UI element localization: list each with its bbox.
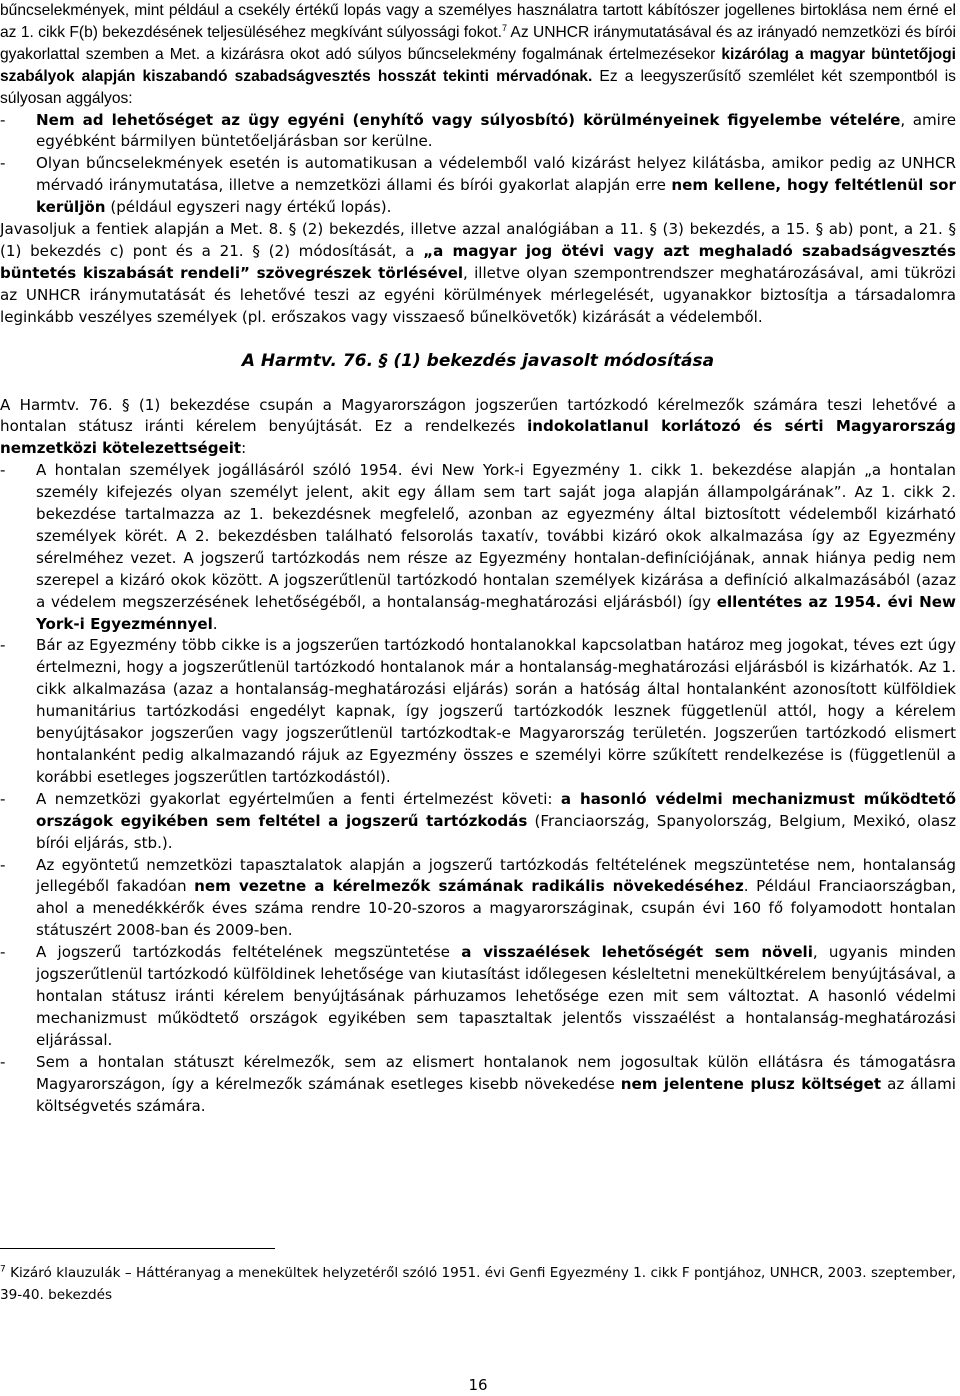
dash-bullet: - [0, 636, 6, 655]
dash-bullet: - [0, 154, 6, 173]
intro-text-2: : [241, 439, 247, 458]
list-item-bold: Nem ad lehetőséget az ügy egyéni (enyhítő vagy súlyosbító) körülményeinek figyelembe vételére [36, 110, 901, 129]
footnote [0, 1262, 956, 1306]
list-item-text: Olyan bűncselekmények esetén is automatikusan a védelemből való kizárást helyez kilátásba, amikor pedig az UNHCR mérvadó iránymutatása, illetve a nemzetközi állami és bírói gyakorlat alapján erre [36, 154, 956, 195]
list-item [0, 635, 956, 788]
list-item-text: . [212, 614, 218, 633]
dash-bullet: - [0, 461, 6, 480]
dash-bullet: - [0, 943, 6, 962]
paragraph-exclusion-text-2: Az UNHCR iránymutatásával és az irányadó nemzetközi és bírói gyakorlattal szemben a Met. a kizárásra okot adó súlyos bűncselekmény fogalmának értelmezésekor [0, 23, 956, 63]
list-item-bold: a hasonló védelmi mechanizmust működtető országok egyikében sem feltétel a jogszerű tartózkodás [36, 789, 956, 830]
paragraph-recommendation [0, 219, 956, 329]
dash-bullet: - [0, 1052, 6, 1071]
list-item-text: A nemzetközi gyakorlat egyértelműen a fenti értelmezést követi: [36, 789, 561, 808]
footnote-divider [0, 1248, 275, 1249]
list-item [0, 110, 956, 154]
paragraph-exclusion-intro [0, 0, 956, 110]
footnote-reference[interactable]: 7 [501, 22, 507, 33]
list-item-text: Sem a hontalan státuszt kérelmezők, sem az elismert hontalanok nem jogosultak külön ellátásra és támogatásra Magyarországon, így a kérelmezők számának esetleges kisebb növekedése [36, 1052, 956, 1093]
paragraph-exclusion-text-1: bűncselekmények, mint például a csekély értékű lopás vagy a személyes használatra tartott kábítószer jogellenes birtoklása nem érné el az 1. cikk F(b) bekezdésének teljesüléséhez megkívánt súlyossági fokot. [0, 2, 956, 41]
footnote-number: 7 [0, 1264, 6, 1275]
list-item [0, 789, 956, 855]
dash-bullet: - [0, 855, 6, 874]
list-item-bold: a visszaélések lehetőségét sem növeli [461, 943, 813, 962]
list-item-text: az állami költségvetés számára. [36, 1074, 956, 1115]
intro-bold: indokolatlanul korlátozó és sérti Magyarország nemzetközi kötelezettségeit [0, 417, 956, 458]
list-item-bold: nem vezetne a kérelmezők számának radikális növekedéséhez [194, 877, 744, 896]
list-item [0, 460, 956, 635]
page-number: 16 [468, 1376, 488, 1394]
list-item-text: , amire egyébként bármilyen büntetőeljárásban sor kerülne. [36, 110, 956, 151]
recommendation-text-2: , illetve olyan szempontrendszer meghatározásával, ami tükrözi az UNHCR iránymutatását és lehetővé teszi az egyéni körülmények mérlegelését, ugyanakkor biztosítja a társadalomra leginkább veszélyes személyek (pl. erőszakos vagy visszaeső bűnelkövetők) kizárását a védelemből. [0, 263, 956, 326]
list-item-text: Bár az Egyezmény több cikke is a jogszerűen tartózkodó hontalanokkal kapcsolatban határoz meg jogokat, téves ezt úgy értelmezni, hogy a jogszerűtlenül tartózkodó hontalanok már a hontalanság-meghatározási eljárásból is kizárhatók. Az 1. cikk alkalmazása (azaz a hontalanság-meghatározási eljárás) során a hatóság által hontalanként azonosított külföldiek humanitárius tartózkodási engedélyt kapnak, így jogszerű tartózkodók lesznek függetlenül attól, hogy a kérelem benyújtásakor jogszerűen vagy jogszerűtlenül tartózkodtak-e Magyarország területén. Jogszerűen tartózkodó elismert hontalanként pedig alkalmazandó rájuk az Egyezmény összes e személyi körre szűkített rendelkezése is (függetlenül a korábbi esetleges jogszerűtlen tartózkodástól). [36, 636, 956, 786]
list-item-bold: ellentétes az 1954. évi New York-i Egyezménnyel [36, 592, 956, 633]
list-item-text: , ugyanis minden jogszerűtlenül tartózkodó külföldinek lehetősége van kiutasítást időlegesen késleltetni menekültkérelem benyújtásával, a hontalan státusz iránti kérelem benyújtásának párhuzamos lehetősége ezen mit sem változtat. A hasonló védelmi mechanizmust működtető országok egyikében sem tapasztaltak jelentős visszaélést a hontalanság-meghatározási eljárással. [36, 943, 956, 1049]
footnote-text: Kizáró klauzulák – Háttéranyag a menekültek helyzetéről szóló 1951. évi Genfi Egyezmény 1. cikk F pontjához, UNHCR, 2003. szeptember, 39-40. bekezdés [0, 1265, 956, 1303]
list-item-text: . Például Franciaországban, ahol a menedékkérők éves száma rendre 10-20-szoros a magyarországinak, csupán évi 160 fő folyamodott hontalan státuszért 2008-ban és 2009-ben. [36, 877, 956, 940]
dash-bullet: - [0, 110, 6, 129]
section-title: A Harmtv. 76. § (1) bekezdés javasolt módosítása [241, 350, 715, 371]
list-item-text: A hontalan személyek jogállásáról szóló 1954. évi New York-i Egyezmény 1. cikk 1. bekezdése alapján „a hontalan személy kifejezés olyan személyt jelent, akit egy állam sem tart saját joga alapján állampolgárának”. Az 1. cikk 2. bekezdése tartalmazza az 1. bekezdésnek megfelelő, azonban az egyezmény által biztosított védelemből kizárható személyek körét. A 2. bekezdésben található felsorolás taxatív, további kizáró okok alkalmazása így az Egyezmény sérelméhez vezet. A jogszerű tartózkodás nem része az Egyezmény hontalan-definíciójának, annak hiánya pedig nem szerepel a kizáró okok között. A jogszerűtlenül tartózkodó hontalan személyek kizárása a definíció alkalmazásából (azaz a védelem megszerzésének lehetőségéből, a hontalanság-meghatározási eljárásból) így [36, 461, 956, 611]
list-item-text: (Franciaország, Spanyolország, Belgium, Mexikó, olasz bírói eljárás, stb.). [36, 811, 956, 852]
list-item-bold: nem jelentene plusz költséget [620, 1074, 882, 1093]
list-item [0, 942, 956, 1052]
dash-bullet: - [0, 789, 6, 808]
list-item-text: A jogszerű tartózkodás feltételének megszüntetése [36, 943, 462, 962]
paragraph-harmtv-intro [0, 395, 956, 461]
list-item-text: (például egyszeri nagy értékű lopás). [105, 198, 392, 217]
recommendation-text-1: Javasoljuk a fentiek alapján a Met. 8. § (2) bekezdés, illetve azzal analógiában a 11. § (3) bekezdés, a 15. § ab) pont, a 21. § (1) bekezdés c) pont és a 21. § (2) módosítását, a [0, 220, 956, 260]
list-item [0, 153, 956, 219]
list-item-bold: nem kellene, hogy feltétlenül sor kerüljön [36, 176, 956, 217]
list-item [0, 855, 956, 943]
paragraph-exclusion-text-3: Ez a leegyszerűsítő szemlélet két szempontból is súlyosan aggályos: [0, 67, 956, 107]
list-item [0, 1052, 956, 1118]
paragraph-exclusion-bold: kizárólag a magyar büntetőjogi szabályok alapján kiszabandó szabadságvesztés hosszát tekinti mérvadónak. [0, 45, 956, 85]
list-item-text: Az egyöntetű nemzetközi tapasztalatok alapján a jogszerű tartózkodás feltételének megszüntetése nem, hontalanság jellegéből fakadóan [36, 855, 956, 896]
intro-text-1: A Harmtv. 76. § (1) bekezdése csupán a Magyarországon jogszerűen tartózkodó kérelmezők számára teszi lehetővé a hontalan státusz iránti kérelem benyújtását. Ez a rendelkezés [0, 395, 956, 436]
recommendation-bold: „a magyar jog ötévi vagy azt meghaladó szabadságvesztés büntetés kiszabását rendeli” szövegrészek törlésével [0, 241, 956, 282]
